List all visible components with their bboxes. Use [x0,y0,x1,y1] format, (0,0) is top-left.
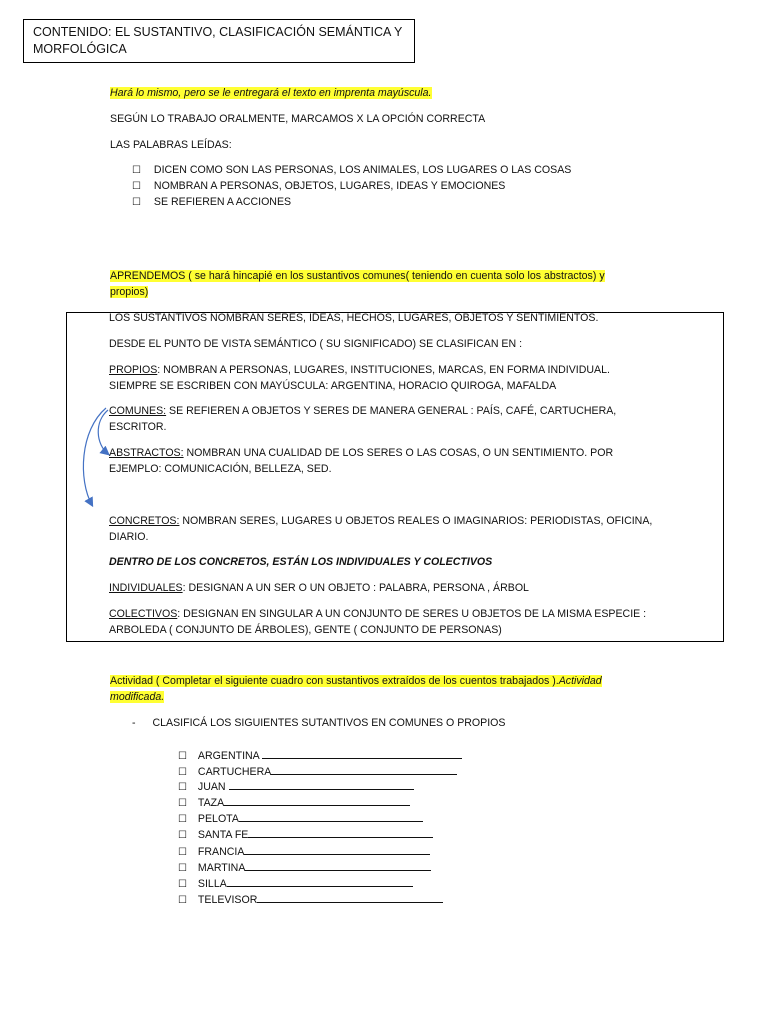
individuales-term: INDIVIDUALES [109,582,183,594]
propios-term: PROPIOS [109,364,158,376]
intro-instruction: SEGÚN LO TRABAJO ORALMENTE, MARCAMOS X LA OPCIÓN CORRECTA [110,113,486,125]
activity-instruction: - CLASIFICÁ LOS SIGUIENTES SUTANTIVOS EN COMUNES O PROPIOS [132,717,506,729]
answer-blank[interactable] [262,749,462,759]
item-label: CARTUCHERA [197,766,272,778]
fill-item-argentina[interactable] [178,749,462,762]
answer-blank[interactable] [227,877,413,887]
answer-blank[interactable] [271,765,457,775]
item-label: JUAN [197,781,229,793]
concretos-line-1: CONCRETOS: NOMBRAN SERES, LUGARES U OBJETOS REALES O IMAGINARIOS: PERIODISTAS, OFICINA, [109,515,653,527]
answer-blank[interactable] [248,828,433,838]
option-label: SE REFIEREN A ACCIONES [153,196,292,208]
comunes-line-1: COMUNES: SE REFIEREN A OBJETOS Y SERES DE MANERA GENERAL : PAÍS, CAFÉ, CARTUCHERA, [109,405,617,417]
comunes-line-2: ESCRITOR. [109,421,167,433]
answer-blank[interactable] [245,861,431,871]
checkbox-icon[interactable]: ☐ [132,181,141,192]
propios-line-2: SIEMPRE SE ESCRIBEN CON MAYÚSCULA: ARGENTINA, HORACIO QUIROGA, MAFALDA [109,380,557,392]
concretos-subtypes-note: DENTRO DE LOS CONCRETOS, ESTÁN LOS INDIVIDUALES Y COLECTIVOS [109,556,493,568]
fill-item-santa-fe[interactable] [178,828,433,841]
checkbox-icon[interactable]: ☐ [178,767,187,778]
comunes-term: COMUNES: [109,405,167,417]
learn-heading-line-2: propios) [110,286,149,298]
answer-blank[interactable] [239,812,423,822]
intro-note: Hará lo mismo, pero se le entregará el texto en imprenta mayúscula. [110,87,432,99]
page-title-line-1: CONTENIDO: EL SUSTANTIVO, CLASIFICACIÓN SEMÁNTICA Y [33,25,403,39]
fill-item-martina[interactable] [178,861,431,874]
intro-question: LAS PALABRAS LEÍDAS: [110,139,232,151]
answer-blank[interactable] [257,893,443,903]
colectivos-term: COLECTIVOS [109,608,178,620]
checkbox-icon[interactable]: ☐ [178,847,187,858]
fill-item-taza[interactable] [178,796,410,809]
arrow-comunes-to-abstractos [98,410,108,454]
checkbox-icon[interactable]: ☐ [178,879,187,890]
checkbox-icon[interactable]: ☐ [178,895,187,906]
checkbox-icon[interactable]: ☐ [132,197,141,208]
abstractos-term: ABSTRACTOS: [109,447,184,459]
item-label: TAZA [197,797,225,809]
item-label: TELEVISOR [197,894,258,906]
individuales-line: INDIVIDUALES: DESIGNAN A UN SER O UN OBJETO : PALABRA, PERSONA , ÁRBOL [109,582,529,594]
definition-intro: LOS SUSTANTIVOS NOMBRAN SERES, IDEAS, HECHOS, LUGARES, OBJETOS Y SENTIMIENTOS. [109,312,599,324]
fill-item-televisor[interactable] [178,893,443,906]
answer-blank[interactable] [244,845,430,855]
fill-item-silla[interactable] [178,877,413,890]
item-label: FRANCIA [197,846,245,858]
propios-line-1: PROPIOS: NOMBRAN A PERSONAS, LUGARES, INSTITUCIONES, MARCAS, EN FORMA INDIVIDUAL. [109,364,610,376]
abstractos-line-2: EJEMPLO: COMUNICACIÓN, BELLEZA, SED. [109,463,332,475]
item-label: SANTA FE [197,829,249,841]
learn-heading-line-1: APRENDEMOS ( se hará hincapié en los sustantivos comunes( teniendo en cuenta solo los abstractos) y [110,270,605,282]
checkbox-icon[interactable]: ☐ [178,814,187,825]
item-label: PELOTA [197,813,239,825]
checkbox-icon[interactable]: ☐ [178,782,187,793]
concretos-term: CONCRETOS: [109,515,180,527]
colectivos-line-1: COLECTIVOS: DESIGNAN EN SINGULAR A UN CONJUNTO DE SERES U OBJETOS DE LA MISMA ESPECIE : [109,608,647,620]
fill-item-francia[interactable] [178,845,430,858]
activity-heading-line-2: modificada. [110,691,165,703]
option-label: DICEN COMO SON LAS PERSONAS, LOS ANIMALES, LOS LUGARES O LAS COSAS [153,164,572,176]
item-label: MARTINA [197,862,246,874]
item-label: ARGENTINA [197,750,263,762]
checkbox-icon[interactable]: ☐ [178,830,187,841]
checkbox-icon[interactable]: ☐ [178,863,187,874]
checkbox-icon[interactable]: ☐ [132,165,141,176]
semantic-intro: DESDE EL PUNTO DE VISTA SEMÁNTICO ( SU SIGNIFICADO) SE CLASIFICAN EN : [109,338,523,350]
abstractos-line-1: ABSTRACTOS: NOMBRAN UNA CUALIDAD DE LOS SERES O LAS COSAS, O UN SENTIMIENTO. POR [109,447,614,459]
arrow-comunes-to-concretos [83,408,106,505]
item-label: SILLA [197,878,227,890]
colectivos-line-2: ARBOLEDA ( CONJUNTO DE ÁRBOLES), GENTE ( CONJUNTO DE PERSONAS) [109,624,502,636]
checkbox-icon[interactable]: ☐ [178,798,187,809]
concretos-line-2: DIARIO. [109,531,149,543]
answer-blank[interactable] [229,780,414,790]
fill-item-cartuchera[interactable] [178,765,457,778]
page-title-line-2: MORFOLÓGICA [33,42,127,56]
answer-blank[interactable] [224,796,410,806]
fill-item-pelota[interactable] [178,812,423,825]
bullet: - [132,717,136,729]
checkbox-icon[interactable]: ☐ [178,751,187,762]
activity-heading-line-1: Actividad ( Completar el siguiente cuadro con sustantivos extraídos de los cuentos trabajados ).Actividad [110,675,602,687]
fill-item-juan[interactable] [178,780,414,793]
option-label: NOMBRAN A PERSONAS, OBJETOS, LUGARES, IDEAS Y EMOCIONES [153,180,506,192]
